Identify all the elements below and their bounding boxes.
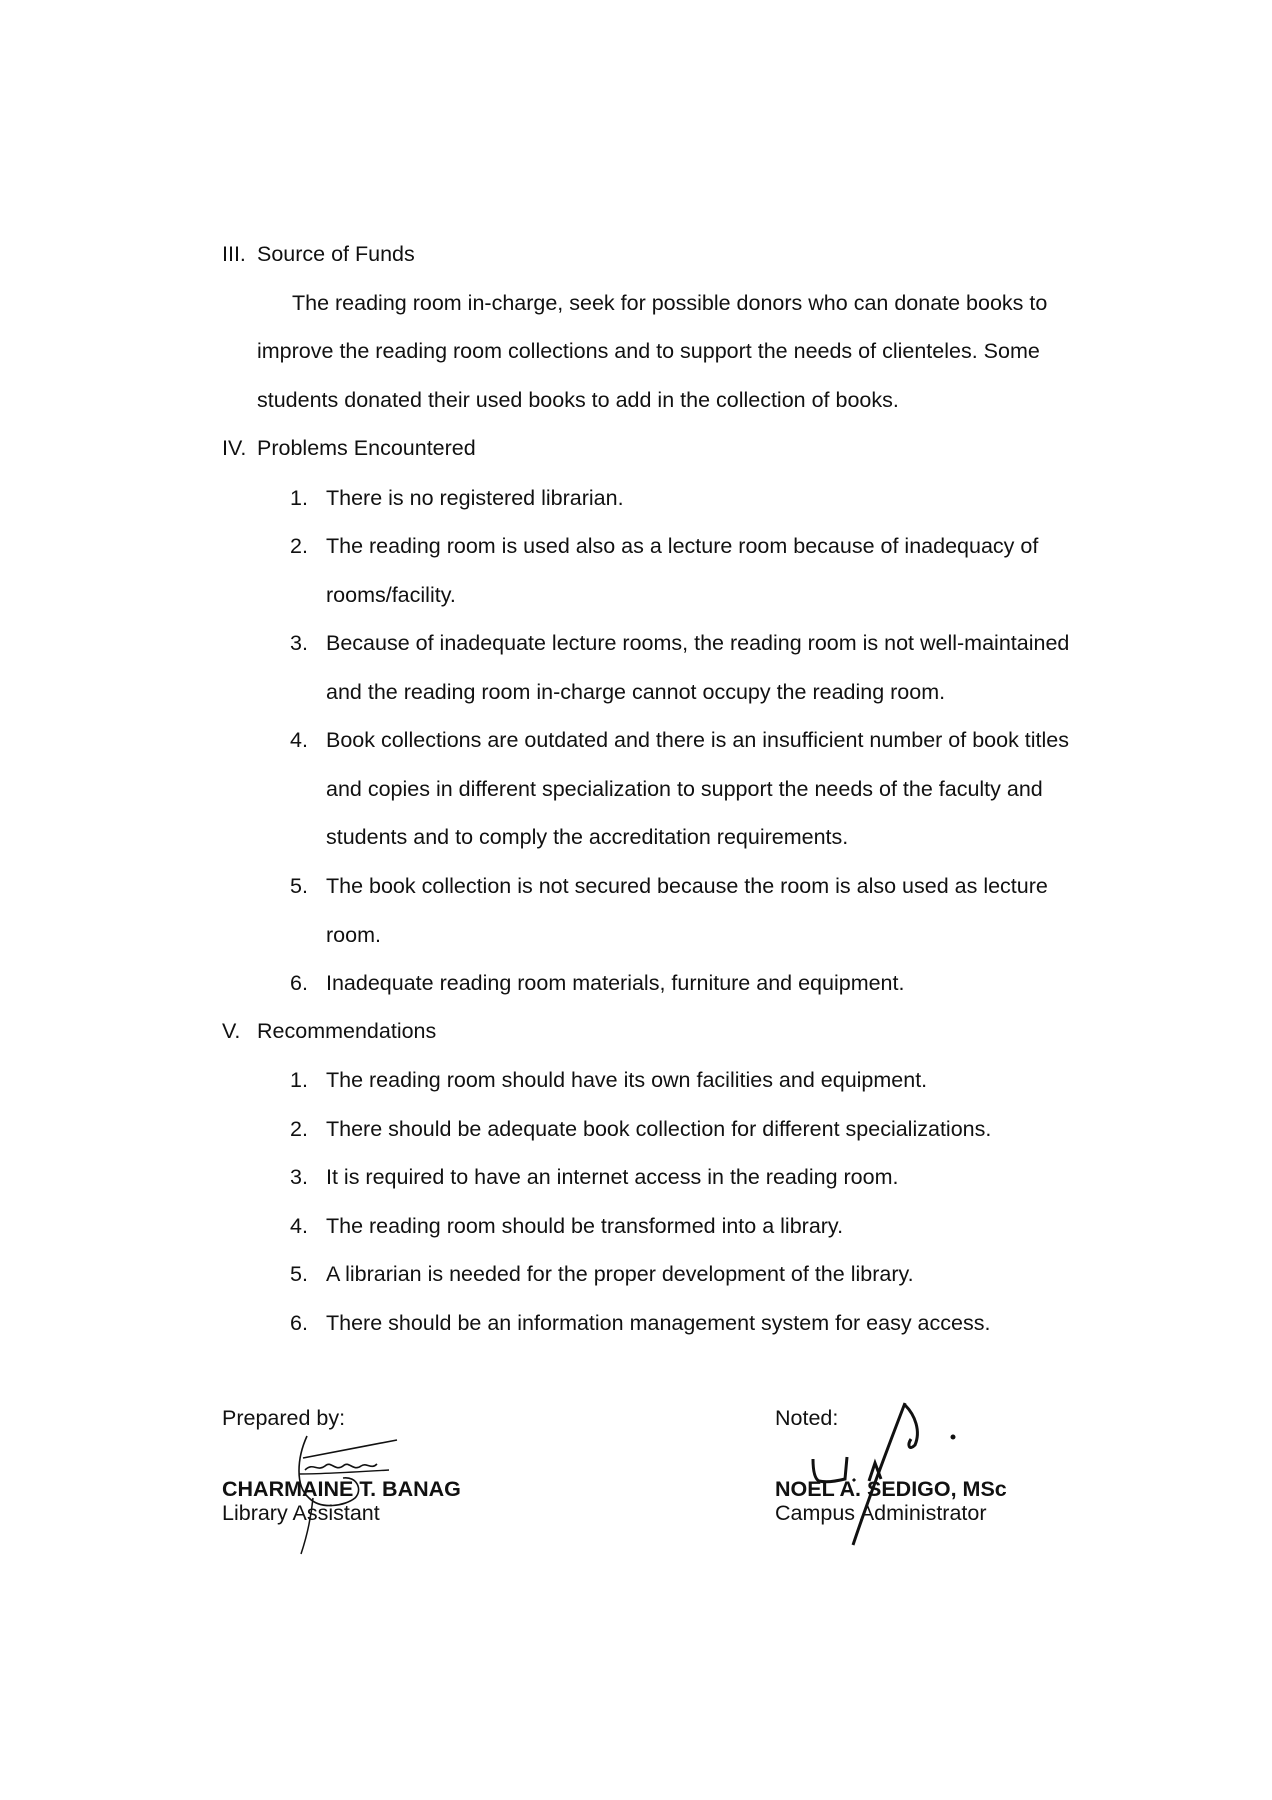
section-heading-recommendations [222,1019,436,1044]
section-title: Recommendations [257,1019,437,1043]
list-item-continuation: and the reading room in-charge cannot occupy the reading room. [326,680,946,704]
list-item-number: 4. [290,1214,308,1238]
list-item: Inadequate reading room materials, furniture and equipment. [326,971,905,995]
paragraph-line: The reading room in-charge, seek for possible donors who can donate books to [292,291,1048,315]
prepared-by-title: Library Assistant [222,1501,380,1525]
prepared-by-label: Prepared by: [222,1406,346,1430]
list-item-number: 5. [290,1262,308,1286]
list-item: A librarian is needed for the proper development of the library. [326,1262,914,1286]
list-item: The reading room should have its own facilities and equipment. [326,1068,928,1092]
section-heading-problems-encountered [222,436,476,461]
section-heading-source-of-funds [222,242,415,267]
list-item-number: 6. [290,1311,308,1335]
section-title: Source of Funds [257,242,415,266]
list-item: The reading room is used also as a lecture room because of inadequacy of [326,534,1039,558]
section-title: Problems Encountered [257,436,476,460]
list-item: Book collections are outdated and there is an insufficient number of book titles [326,728,1069,752]
noted-by-label: Noted: [775,1406,839,1430]
prepared-by-name: CHARMAINE T. BANAG [222,1477,461,1501]
list-item-number: 1. [290,1068,308,1092]
list-item: There should be adequate book collection for different specializations. [326,1117,992,1141]
section-number: IV. [222,436,247,460]
list-item-number: 4. [290,728,308,752]
list-item-continuation: and copies in different specialization to support the needs of the faculty and [326,777,1043,801]
list-item: The book collection is not secured because the room is also used as lecture [326,874,1048,898]
paragraph-line: students donated their used books to add in the collection of books. [257,388,899,412]
list-item-number: 2. [290,1117,308,1141]
section-number: III. [222,242,246,266]
section-number: V. [222,1019,241,1043]
list-item: Because of inadequate lecture rooms, the reading room is not well-maintained [326,631,1070,655]
list-item-number: 1. [290,486,308,510]
list-item: It is required to have an internet access in the reading room. [326,1165,899,1189]
list-item-continuation: rooms/facility. [326,583,456,607]
list-item: There should be an information management system for easy access. [326,1311,991,1335]
paragraph-line: improve the reading room collections and to support the needs of clienteles. Some [257,339,1040,363]
list-item-number: 2. [290,534,308,558]
list-item-continuation: students and to comply the accreditation requirements. [326,825,849,849]
list-item: The reading room should be transformed into a library. [326,1214,844,1238]
noted-by-title: Campus Administrator [775,1501,987,1525]
list-item-number: 6. [290,971,308,995]
noted-by-name: NOEL A. SEDIGO, MSc [775,1477,1007,1501]
list-item-continuation: room. [326,923,381,947]
list-item-number: 5. [290,874,308,898]
list-item: There is no registered librarian. [326,486,624,510]
list-item-number: 3. [290,1165,308,1189]
list-item-number: 3. [290,631,308,655]
